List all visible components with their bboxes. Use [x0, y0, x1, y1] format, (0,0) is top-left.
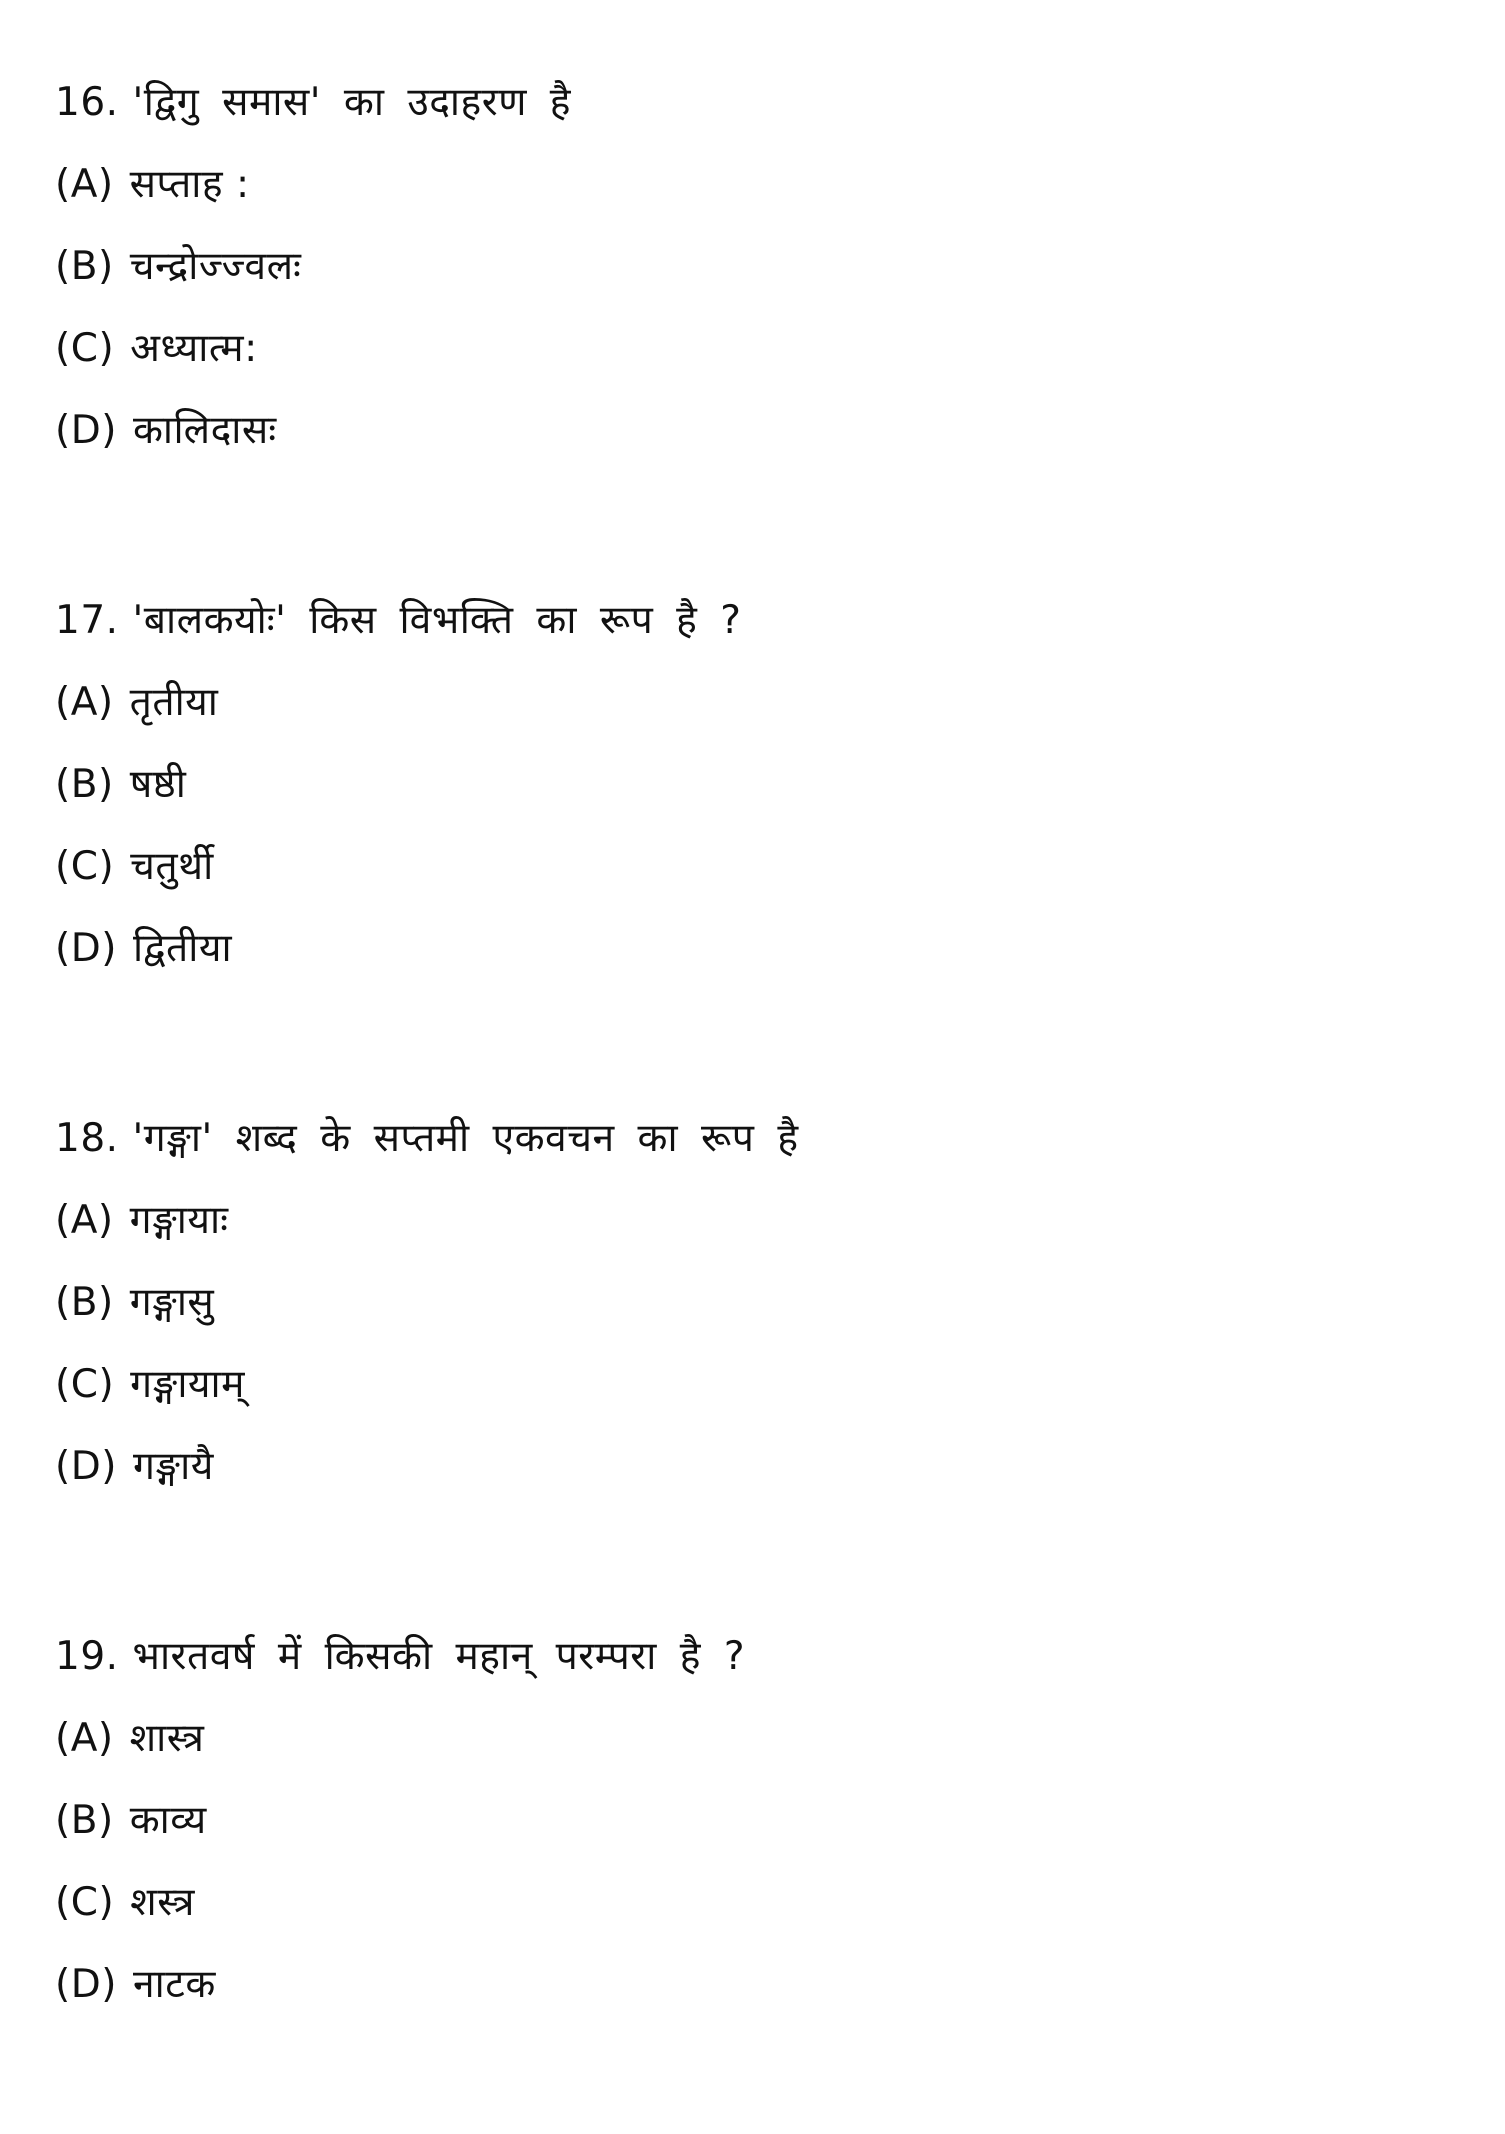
option-text: गङ्गासु	[129, 1280, 215, 1325]
question-sheet	[55, 62, 1455, 2134]
question-18	[55, 1098, 1455, 1508]
option-text: गङ्गायाः	[129, 1198, 229, 1243]
option-c	[55, 826, 1455, 908]
option-d	[55, 1944, 1455, 2026]
option-text: नाटक	[132, 1962, 216, 2007]
option-letter: (D)	[55, 1962, 117, 2007]
option-letter: (B)	[55, 244, 114, 289]
option-letter: (A)	[55, 162, 114, 207]
option-letter: (C)	[55, 1362, 115, 1407]
question-line	[55, 1098, 1455, 1180]
option-d	[55, 390, 1455, 472]
question-number: 16.	[55, 80, 119, 125]
question-17	[55, 580, 1455, 990]
option-letter: (C)	[55, 1880, 115, 1925]
option-text: गङ्गायै	[132, 1444, 214, 1489]
option-b	[55, 744, 1455, 826]
question-text: भारतवर्ष में किसकी महान् परम्परा है ?	[132, 1634, 746, 1679]
option-letter: (C)	[55, 844, 115, 889]
option-c	[55, 1862, 1455, 1944]
option-d	[55, 1426, 1455, 1508]
question-text: 'बालकयोः' किस विभक्ति का रूप है ?	[132, 598, 742, 643]
option-letter: (A)	[55, 1198, 114, 1243]
option-text: चन्द्रोज्ज्वलः	[129, 244, 302, 289]
option-b	[55, 226, 1455, 308]
question-line	[55, 62, 1455, 144]
option-c	[55, 1344, 1455, 1426]
option-letter: (D)	[55, 408, 117, 453]
option-b	[55, 1780, 1455, 1862]
option-text: तृतीया	[129, 680, 219, 725]
option-text: शास्त्र	[129, 1716, 205, 1761]
question-text: 'गङ्गा' शब्द के सप्तमी एकवचन का रूप है	[132, 1116, 799, 1161]
option-b	[55, 1262, 1455, 1344]
option-d	[55, 908, 1455, 990]
question-number: 18.	[55, 1116, 119, 1161]
question-16	[55, 62, 1455, 472]
question-line	[55, 1616, 1455, 1698]
question-number: 19.	[55, 1634, 119, 1679]
option-text: गङ्गायाम्	[130, 1362, 245, 1407]
option-letter: (C)	[55, 326, 115, 371]
option-letter: (B)	[55, 1798, 114, 1843]
option-text: षष्ठी	[129, 762, 187, 807]
option-a	[55, 662, 1455, 744]
option-text: सप्ताह :	[129, 162, 250, 207]
option-letter: (A)	[55, 680, 114, 725]
option-text: शस्त्र	[130, 1880, 195, 1925]
option-a	[55, 1180, 1455, 1262]
option-text: अध्यात्म:	[130, 326, 258, 371]
option-text: कालिदासः	[132, 408, 277, 453]
option-letter: (B)	[55, 1280, 114, 1325]
option-letter: (D)	[55, 1444, 117, 1489]
question-number: 17.	[55, 598, 119, 643]
option-text: द्वितीया	[132, 926, 233, 971]
option-letter: (B)	[55, 762, 114, 807]
question-19	[55, 1616, 1455, 2026]
question-line	[55, 580, 1455, 662]
option-c	[55, 308, 1455, 390]
option-text: काव्य	[129, 1798, 207, 1843]
question-text: 'द्विगु समास' का उदाहरण है	[132, 80, 571, 125]
option-text: चतुर्थी	[130, 844, 214, 889]
option-letter: (A)	[55, 1716, 114, 1761]
option-a	[55, 1698, 1455, 1780]
option-a	[55, 144, 1455, 226]
option-letter: (D)	[55, 926, 117, 971]
